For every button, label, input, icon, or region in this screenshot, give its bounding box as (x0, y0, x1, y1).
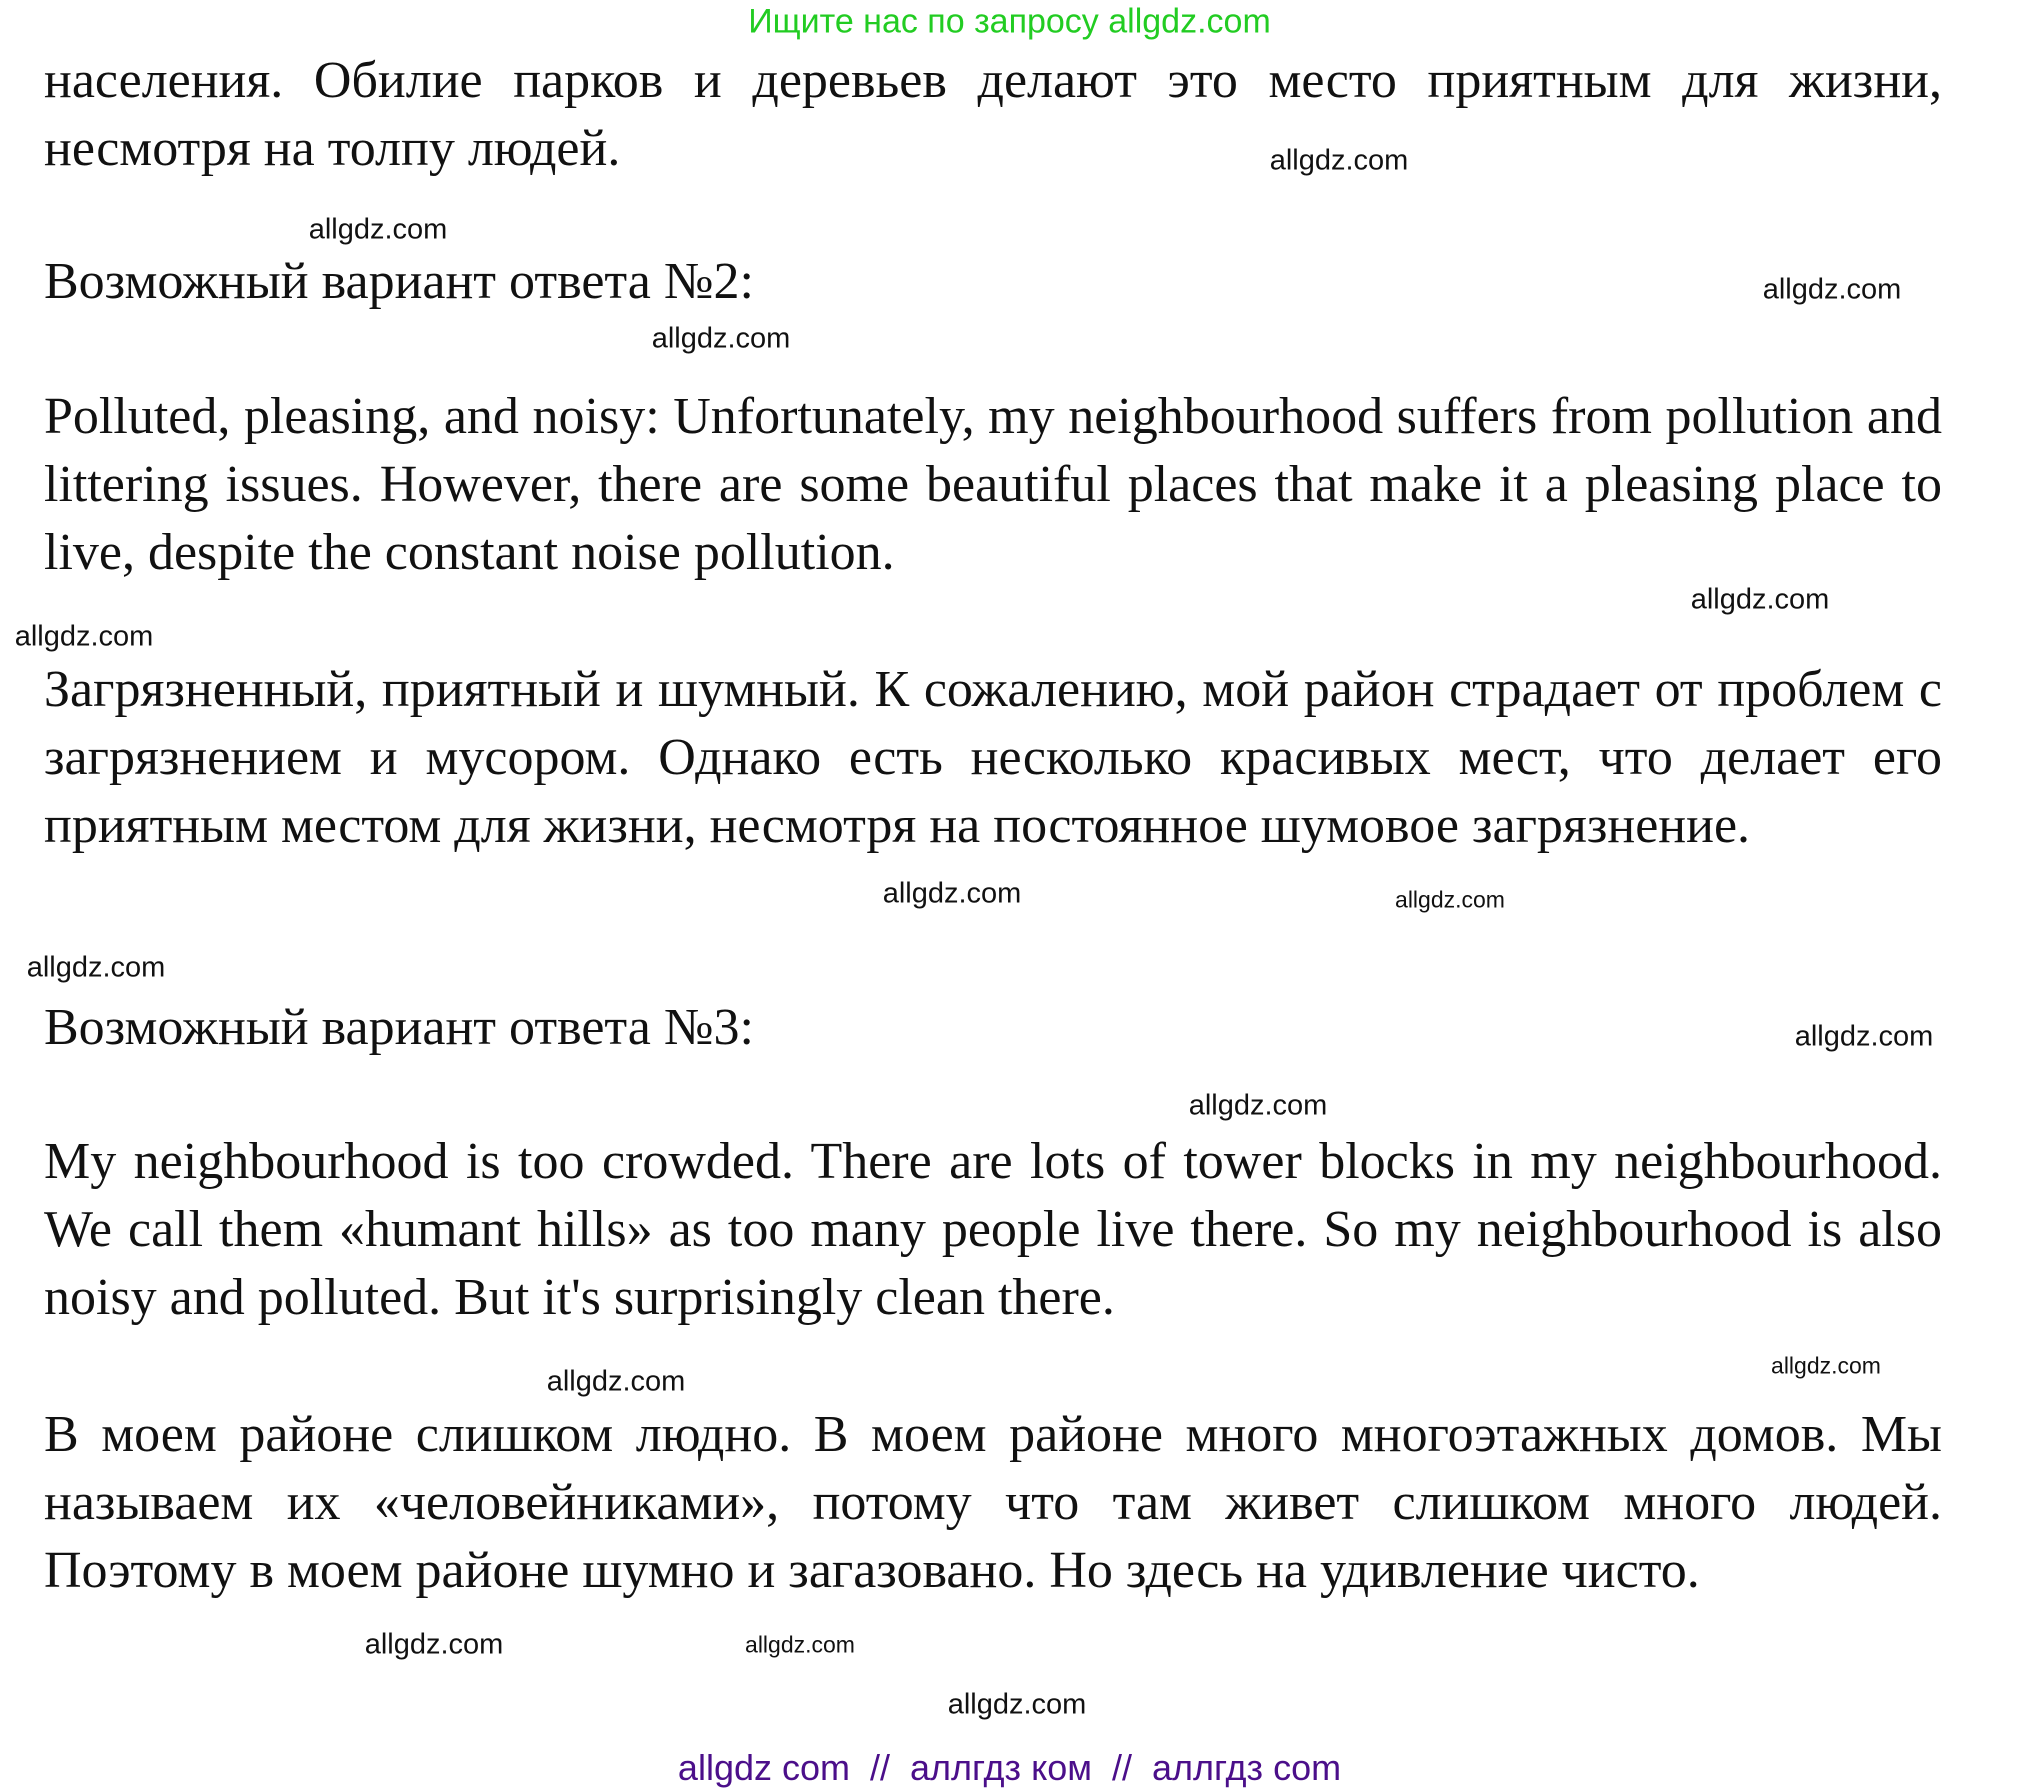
paragraph-answer2-russian: Загрязненный, приятный и шумный. К сожалению, мой район страдает от проблем с загрязнением и мусором. Однако есть несколько красивых мест, что делает его приятным местом для жизни, несмотря на постоянное шумовое загрязнение. (44, 661, 1942, 854)
watermark: allgdz.com (947, 1688, 1087, 1721)
bottom-banner-link[interactable]: allgdz com // аллгдз ком // аллгдз com (677, 1747, 1342, 1788)
watermark: allgdz.com (1794, 1020, 1934, 1053)
paragraph-answer2-english: Polluted, pleasing, and noisy: Unfortunately, my neighbourhood suffers from pollution and littering issues. However, there are some beautiful places that make it a pleasing place to live, despite the constant noise pollution. (44, 388, 1942, 581)
paragraph-answer3-english: My neighbourhood is too crowded. There are lots of tower blocks in my neighbourhood. We call them «humant hills» as too many people live there. So my neighbourhood is also noisy and polluted. But it's surprisingly clean there. (44, 1133, 1942, 1326)
watermark: allgdz.com (1762, 273, 1902, 306)
top-banner: Ищите нас по запросу allgdz.com (748, 2, 1271, 41)
paragraph-answer3-russian: В моем районе слишком людно. В моем районе много многоэтажных домов. Мы называем их «человейниками», потому что там живет слишком много людей. Поэтому в моем районе шумно и загазовано. Но здесь на удивление чисто. (44, 1406, 1942, 1599)
watermark: allgdz.com (1771, 1352, 1881, 1379)
watermark: allgdz.com (882, 877, 1022, 910)
heading-answer-2: Возможный вариант ответа №2: (44, 253, 754, 310)
watermark: allgdz.com (14, 620, 154, 653)
watermark: allgdz.com (546, 1365, 686, 1398)
watermark: allgdz.com (651, 322, 791, 355)
heading-answer-3: Возможный вариант ответа №3: (44, 999, 754, 1056)
watermark: allgdz.com (308, 213, 448, 246)
watermark: allgdz.com (26, 951, 166, 984)
watermark: allgdz.com (1690, 583, 1830, 616)
watermark: allgdz.com (1188, 1089, 1328, 1122)
paragraph-answer1-end: населения. Обилие парков и деревьев делают это место приятным для жизни, несмотря на толпу людей. (44, 52, 1942, 177)
watermark: allgdz.com (745, 1631, 855, 1658)
watermark: allgdz.com (1395, 886, 1505, 913)
watermark: allgdz.com (1269, 144, 1409, 177)
watermark: allgdz.com (364, 1628, 504, 1661)
